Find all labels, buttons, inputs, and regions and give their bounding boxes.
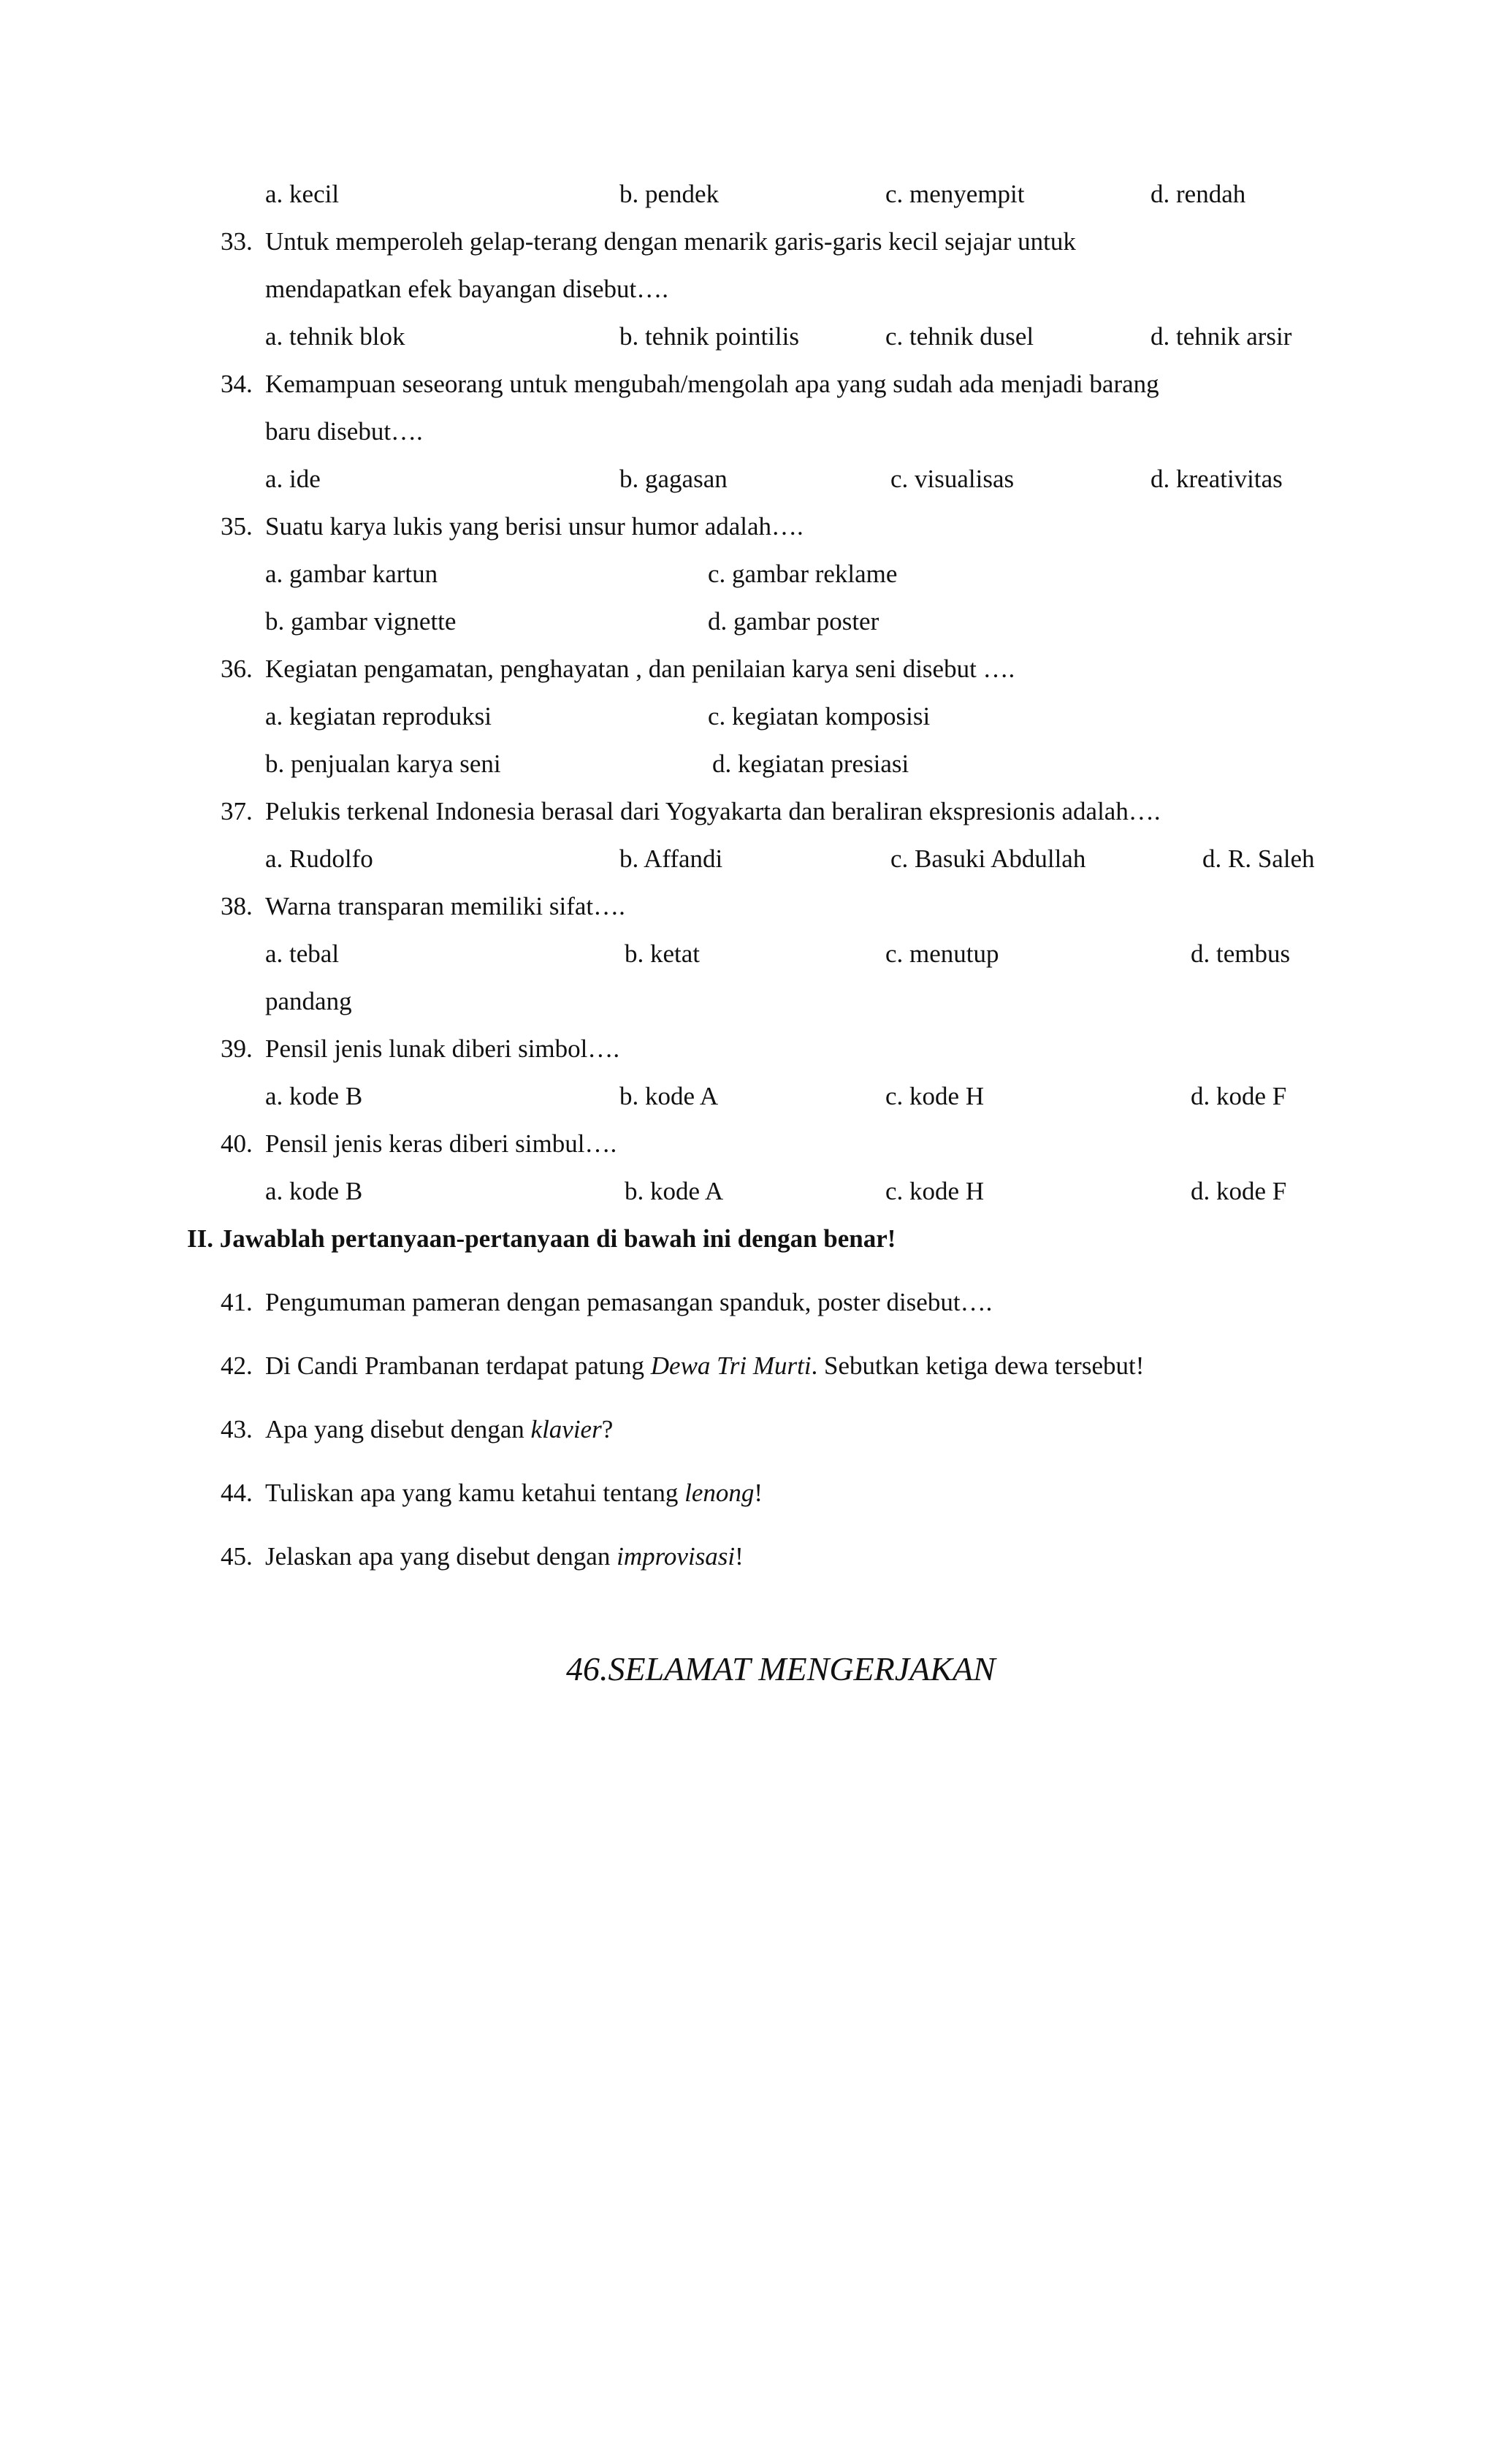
q35-number: 35. xyxy=(221,512,253,541)
q43-text xyxy=(265,1416,613,1442)
q35-option-b: b. gambar vignette xyxy=(265,607,457,636)
q44-text-pre: Tuliskan apa yang kamu ketahui tentang xyxy=(265,1479,685,1507)
q32-option-d: d. rendah xyxy=(1150,180,1246,208)
q38-number: 38. xyxy=(221,892,253,920)
q36-option-c: c. kegiatan komposisi xyxy=(708,702,931,731)
q43-text-italic: klavier xyxy=(530,1415,602,1443)
section-ii-heading: II. Jawablah pertanyaan-pertanyaan di bawah ini dengan benar! xyxy=(187,1224,896,1253)
q36-text: Kegiatan pengamatan, penghayatan , dan penilaian karya seni disebut …. xyxy=(265,655,1015,683)
q45-text xyxy=(265,1544,744,1569)
q39-number: 39. xyxy=(221,1034,253,1063)
q34-option-b: b. gagasan xyxy=(619,465,728,493)
q39-option-b: b. kode A xyxy=(619,1082,719,1110)
q34-option-d: d. kreativitas xyxy=(1150,465,1283,493)
q45-text-pre: Jelaskan apa yang disebut dengan xyxy=(265,1542,617,1571)
q40-number: 40. xyxy=(221,1129,253,1158)
q37-option-b: b. Affandi xyxy=(619,844,723,873)
q45-number: 45. xyxy=(221,1542,253,1571)
q35-text: Suatu karya lukis yang berisi unsur humor adalah…. xyxy=(265,512,804,541)
q33-number: 33. xyxy=(221,227,253,256)
q39-option-a: a. kode B xyxy=(265,1082,363,1110)
q33-option-c: c. tehnik dusel xyxy=(885,322,1034,351)
q38-option-b: b. ketat xyxy=(625,939,701,968)
q38-option-c: c. menutup xyxy=(885,939,999,968)
q41-number: 41. xyxy=(221,1288,253,1316)
q42-text-post: . Sebutkan ketiga dewa tersebut! xyxy=(811,1351,1145,1380)
q42-text-pre: Di Candi Prambanan terdapat patung xyxy=(265,1351,651,1380)
q32-option-c: c. menyempit xyxy=(885,180,1025,208)
q37-text: Pelukis terkenal Indonesia berasal dari Yogyakarta dan beraliran ekspresionis adalah…. xyxy=(265,797,1161,825)
q33-text-line1: Untuk memperoleh gelap-terang dengan menarik garis-garis kecil sejajar untuk xyxy=(265,227,1076,256)
q42-text xyxy=(265,1353,1144,1378)
q40-text: Pensil jenis keras diberi simbul…. xyxy=(265,1129,617,1158)
q41-text: Pengumuman pameran dengan pemasangan spanduk, poster disebut…. xyxy=(265,1288,993,1316)
q43-text-post: ? xyxy=(601,1415,614,1443)
q35-option-c: c. gambar reklame xyxy=(708,560,898,588)
q37-option-a: a. Rudolfo xyxy=(265,844,373,873)
closing-text: 46.SELAMAT MENGERJAKAN xyxy=(566,1650,996,1687)
q32-option-a: a. kecil xyxy=(265,180,340,208)
q33-text-line2: mendapatkan efek bayangan disebut…. xyxy=(265,275,669,303)
q45-text-italic: improvisasi xyxy=(617,1542,736,1571)
q40-option-b: b. kode A xyxy=(625,1177,724,1205)
q40-option-a: a. kode B xyxy=(265,1177,363,1205)
q33-option-d: d. tehnik arsir xyxy=(1150,322,1292,351)
q44-text-italic: lenong xyxy=(684,1479,755,1507)
q43-text-pre: Apa yang disebut dengan xyxy=(265,1415,531,1443)
q32-option-b: b. pendek xyxy=(619,180,720,208)
q44-text-post: ! xyxy=(754,1479,763,1507)
q44-number: 44. xyxy=(221,1479,253,1507)
q43-number: 43. xyxy=(221,1415,253,1443)
q39-option-c: c. kode H xyxy=(885,1082,985,1110)
q40-option-c: c. kode H xyxy=(885,1177,985,1205)
q38-option-d: d. tembus xyxy=(1191,939,1291,968)
q33-option-a: a. tehnik blok xyxy=(265,322,405,351)
q34-text-line1: Kemampuan seseorang untuk mengubah/mengolah apa yang sudah ada menjadi barang xyxy=(265,370,1159,398)
q36-option-a: a. kegiatan reproduksi xyxy=(265,702,492,731)
q36-option-d: d. kegiatan presiasi xyxy=(712,750,909,778)
q35-option-d: d. gambar poster xyxy=(708,607,879,636)
q42-number: 42. xyxy=(221,1351,253,1380)
q34-option-c: c. visualisas xyxy=(890,465,1015,493)
q36-number: 36. xyxy=(221,655,253,683)
q42-text-italic: Dewa Tri Murti xyxy=(650,1351,812,1380)
q38-option-a: a. tebal xyxy=(265,939,340,968)
q37-option-d: d. R. Saleh xyxy=(1202,844,1315,873)
q37-number: 37. xyxy=(221,797,253,825)
q37-option-c: c. Basuki Abdullah xyxy=(890,844,1086,873)
q40-option-d: d. kode F xyxy=(1191,1177,1287,1205)
q44-text xyxy=(265,1480,763,1506)
q34-text-line2: baru disebut…. xyxy=(265,417,423,446)
q35-option-a: a. gambar kartun xyxy=(265,560,438,588)
q34-number: 34. xyxy=(221,370,253,398)
q45-text-post: ! xyxy=(735,1542,744,1571)
q33-option-b: b. tehnik pointilis xyxy=(619,322,799,351)
q38-option-d-continued: pandang xyxy=(265,987,352,1015)
q38-text: Warna transparan memiliki sifat…. xyxy=(265,892,625,920)
q39-text: Pensil jenis lunak diberi simbol…. xyxy=(265,1034,620,1063)
q36-option-b: b. penjualan karya seni xyxy=(265,750,501,778)
q34-option-a: a. ide xyxy=(265,465,321,493)
q39-option-d: d. kode F xyxy=(1191,1082,1287,1110)
